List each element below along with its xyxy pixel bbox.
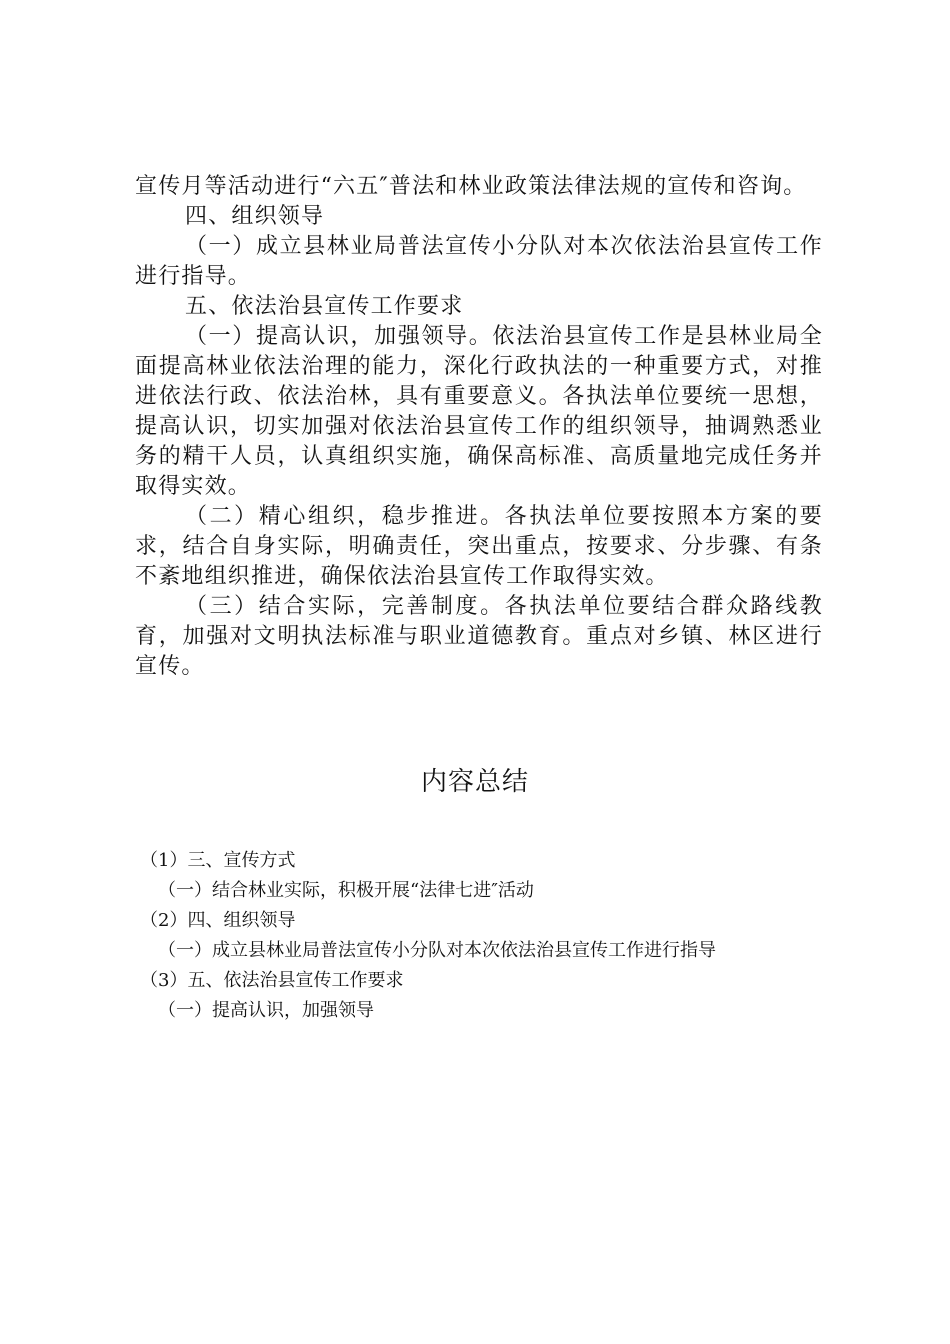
paragraph-organization-1: （一）成立县林业局普法宣传小分队对本次依法治县宣传工作进行指导。 <box>135 234 823 289</box>
section-heading-organization: 四、组织领导 <box>185 204 325 229</box>
body-text <box>135 172 823 682</box>
summary-subitem: （一）提高认识，加强领导 <box>158 1000 374 1021</box>
summary-item: （1）三、宣传方式 <box>140 850 296 871</box>
summary-list <box>140 846 830 1026</box>
paragraph-continuation: 宣传月等活动进行“六五″普法和林业政策法律法规的宣传和咨询。 <box>135 174 807 199</box>
summary-title: 内容总结 <box>420 767 529 797</box>
section-heading-requirements: 五、依法治县宣传工作要求 <box>185 294 464 319</box>
paragraph-requirements-2: （二）精心组织，稳步推进。各执法单位要按照本方案的要求，结合自身实际，明确责任，突出重点，按要求、分步骤、有条不紊地组织推进，确保依法治县宣传工作取得实效。 <box>135 504 823 589</box>
summary-item: （3）五、依法治县宣传工作要求 <box>140 970 404 991</box>
summary-subitem: （一）结合林业实际，积极开展“法律七进″活动 <box>158 880 534 901</box>
summary-item: （2）四、组织领导 <box>140 910 296 931</box>
paragraph-requirements-1: （一）提高认识，加强领导。依法治县宣传工作是县林业局全面提高林业依法治理的能力，深化行政执法的一种重要方式，对推进依法行政、依法治林，具有重要意义。各执法单位要统一思想，提高认识，切实加强对依法治县宣传工作的组织领导，抽调熟悉业务的精干人员，认真组织实施，确保高标准、高质量地完成任务并取得实效。 <box>135 324 823 499</box>
summary-subitem: （一）成立县林业局普法宣传小分队对本次依法治县宣传工作进行指导 <box>158 940 716 961</box>
paragraph-requirements-3: （三）结合实际，完善制度。各执法单位要结合群众路线教育，加强对文明执法标准与职业道德教育。重点对乡镇、林区进行宣传。 <box>135 594 823 679</box>
